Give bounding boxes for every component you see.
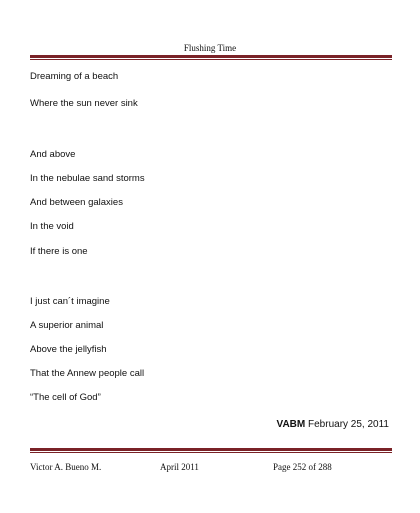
poem-line: And between galaxies [30,197,123,208]
poem-line: If there is one [30,246,88,257]
poem-line: In the nebulae sand storms [30,173,145,184]
poem-line: I just can´t imagine [30,296,110,307]
signature-date: February 25, 2011 [308,419,389,430]
poem-line: In the void [30,221,74,232]
header-rule [30,55,392,60]
poem-line: Dreaming of a beach [30,71,119,82]
page-header-title: Flushing Time [183,43,237,53]
signature-initials: VABM [276,419,306,430]
poem-line: And above [30,149,76,160]
footer-page-number: Page 252 of 288 [273,462,332,472]
poem-line: A superior animal [30,320,104,331]
footer-date: April 2011 [160,462,199,472]
footer-rule [30,448,392,453]
poem-line: That the Annew people call [30,368,145,379]
poem-line: Where the sun never sink [30,98,138,109]
poem-line: Above the jellyfish [30,344,107,355]
poem-line: “The cell of God” [30,392,101,403]
footer-author: Victor A. Bueno M. [30,462,102,472]
signature [277,419,389,430]
